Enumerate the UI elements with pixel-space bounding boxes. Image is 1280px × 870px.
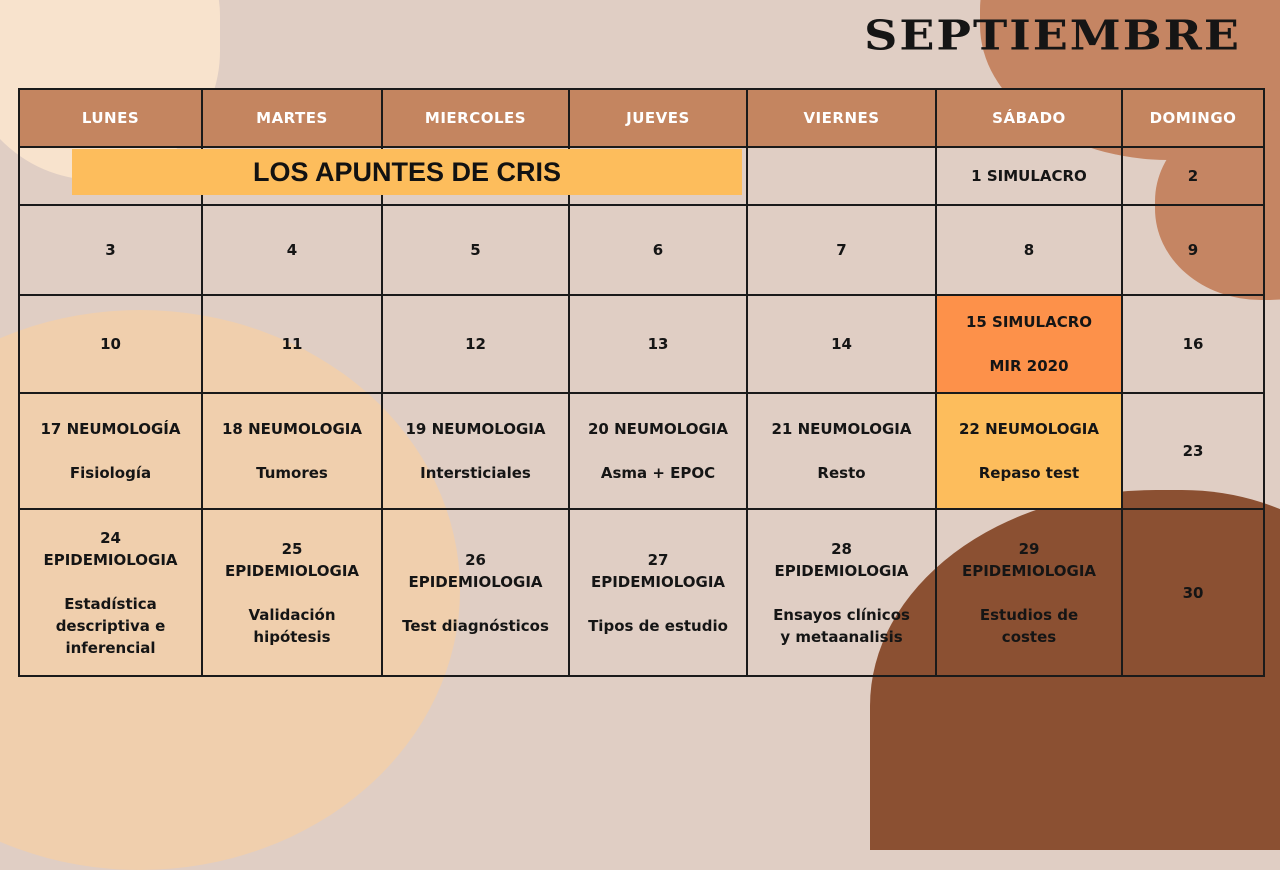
topic-label: Validación — [248, 605, 336, 624]
topic-label: descriptiva e — [55, 616, 166, 635]
topic-title: EPIDEMIOLOGIA — [224, 561, 360, 580]
weekday-header-row — [19, 89, 1264, 147]
day-cell-15[interactable] — [936, 295, 1122, 393]
day-number: 26 — [465, 550, 486, 569]
day-number: 28 — [831, 539, 852, 558]
day-cell-24[interactable] — [19, 509, 202, 676]
day-number: 6 — [652, 241, 664, 259]
topic-title: EPIDEMIOLOGIA — [774, 561, 909, 580]
day-cell-14[interactable] — [747, 295, 936, 393]
topic-title: EPIDEMIOLOGIA — [961, 561, 1097, 580]
day-label: 20 NEUMOLOGIA — [587, 420, 729, 438]
day-cell-21[interactable] — [747, 393, 936, 509]
day-cell-10[interactable] — [19, 295, 202, 393]
day-number: 13 — [647, 335, 669, 353]
topic-label: inferencial — [65, 638, 156, 657]
topic-label: Estadística — [64, 594, 157, 613]
week-row-5 — [19, 509, 1264, 676]
calendar-banner: LOS APUNTES DE CRIS — [72, 149, 742, 195]
weekday-monday: LUNES — [19, 89, 202, 147]
topic-label: Repaso test — [978, 464, 1080, 482]
day-number: 8 — [1023, 241, 1035, 259]
topic-label: hipótesis — [253, 627, 331, 646]
day-number: 7 — [836, 241, 847, 259]
topic-label: Asma + EPOC — [600, 464, 716, 482]
day-cell-20[interactable] — [569, 393, 747, 509]
day-cell-27[interactable] — [569, 509, 747, 676]
topic-label: Fisiología — [69, 464, 152, 482]
week-row-2 — [19, 205, 1264, 295]
day-cell-6[interactable] — [569, 205, 747, 295]
day-cell-25[interactable] — [202, 509, 382, 676]
week-row-3 — [19, 295, 1264, 393]
topic-label: Intersticiales — [420, 464, 531, 482]
day-cell-18[interactable] — [202, 393, 382, 509]
topic-label: costes — [1001, 627, 1057, 646]
day-label: 1 SIMULACRO — [971, 167, 1087, 185]
topic-title: EPIDEMIOLOGIA — [43, 550, 178, 569]
day-label: 17 NEUMOLOGÍA — [40, 420, 181, 438]
day-cell-7[interactable] — [747, 205, 936, 295]
day-number: 10 — [100, 335, 121, 353]
day-number: 14 — [831, 335, 852, 353]
day-number: 23 — [1182, 442, 1204, 460]
day-number: 25 — [281, 539, 303, 558]
day-cell-22[interactable] — [936, 393, 1122, 509]
day-number: 16 — [1182, 335, 1204, 353]
day-cell-8[interactable] — [936, 205, 1122, 295]
topic-label: y metaanalisis — [780, 627, 903, 646]
event-label: MIR 2020 — [989, 357, 1069, 375]
day-number: 11 — [281, 335, 303, 353]
weekday-wednesday: MIERCOLES — [382, 89, 569, 147]
topic-label: Test diagnósticos — [402, 616, 549, 635]
week-row-4 — [19, 393, 1264, 509]
topic-label: Estudios de — [979, 605, 1079, 624]
day-number: 4 — [286, 241, 298, 259]
day-cell-2[interactable] — [1122, 147, 1264, 205]
weekday-tuesday: MARTES — [202, 89, 382, 147]
weekday-sunday: DOMINGO — [1122, 89, 1264, 147]
day-cell-11[interactable] — [202, 295, 382, 393]
day-cell-1[interactable] — [936, 147, 1122, 205]
day-number: 27 — [647, 550, 669, 569]
day-label: 18 NEUMOLOGIA — [221, 420, 363, 438]
day-cell-26[interactable] — [382, 509, 569, 676]
day-number: 12 — [465, 335, 486, 353]
day-cell-19[interactable] — [382, 393, 569, 509]
day-number: 24 — [100, 528, 121, 547]
topic-label: Tumores — [256, 464, 328, 482]
weekday-friday: VIERNES — [747, 89, 936, 147]
weekday-saturday: SÁBADO — [936, 89, 1122, 147]
day-number: 3 — [105, 241, 116, 259]
day-number: 29 — [1018, 539, 1040, 558]
day-cell-16[interactable] — [1122, 295, 1264, 393]
day-cell-13[interactable] — [569, 295, 747, 393]
day-cell-29[interactable] — [936, 509, 1122, 676]
day-cell-23[interactable] — [1122, 393, 1264, 509]
day-cell-3[interactable] — [19, 205, 202, 295]
day-label: 19 NEUMOLOGIA — [405, 420, 546, 438]
weekday-thursday: JUEVES — [569, 89, 747, 147]
day-cell-empty — [747, 147, 936, 205]
day-number: 30 — [1182, 583, 1204, 602]
topic-label: Tipos de estudio — [588, 616, 728, 635]
day-number: 5 — [470, 241, 481, 259]
topic-title: EPIDEMIOLOGIA — [408, 572, 543, 591]
day-cell-17[interactable] — [19, 393, 202, 509]
day-cell-30[interactable] — [1122, 509, 1264, 676]
day-label: 21 NEUMOLOGIA — [771, 420, 912, 438]
month-title: SEPTIEMBRE — [864, 10, 1241, 60]
topic-title: EPIDEMIOLOGIA — [590, 572, 726, 591]
day-number: 2 — [1187, 167, 1199, 185]
day-cell-4[interactable] — [202, 205, 382, 295]
day-cell-28[interactable] — [747, 509, 936, 676]
day-label: 15 SIMULACRO — [965, 313, 1093, 331]
day-label: 22 NEUMOLOGIA — [958, 420, 1100, 438]
day-cell-12[interactable] — [382, 295, 569, 393]
day-cell-5[interactable] — [382, 205, 569, 295]
day-number: 9 — [1187, 241, 1199, 259]
day-cell-9[interactable] — [1122, 205, 1264, 295]
topic-label: Ensayos clínicos — [773, 605, 910, 624]
topic-label: Resto — [817, 464, 866, 482]
